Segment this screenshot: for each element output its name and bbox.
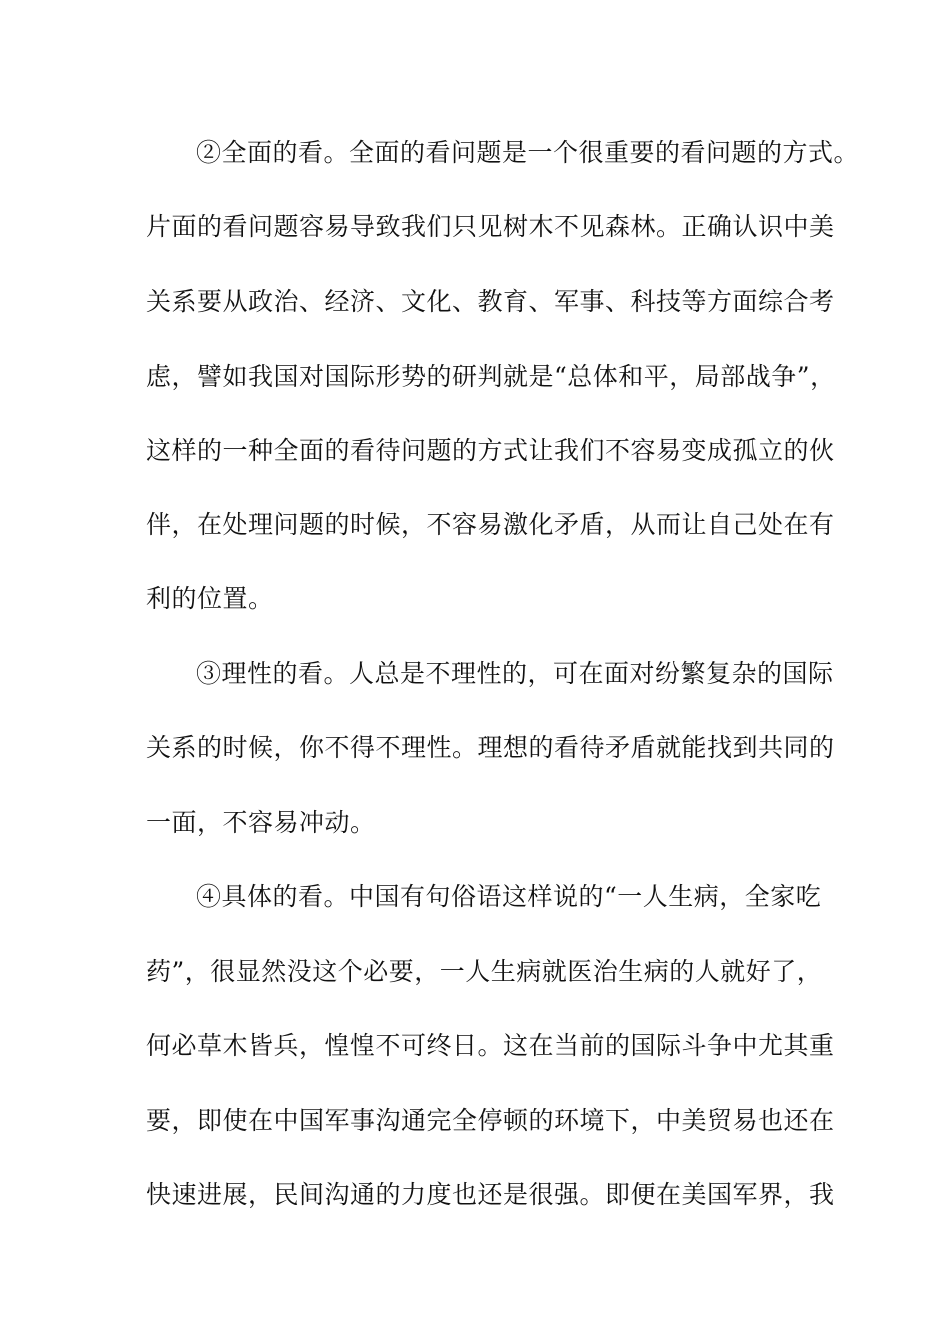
text-line: 片面的看问题容易导致我们只见树木不见森林。正确认识中美 bbox=[146, 212, 835, 241]
text-line: 关系要从政治、经济、文化、教育、军事、科技等方面综合考 bbox=[146, 287, 835, 316]
text-line: 虑，譬如我国对国际形势的研判就是“总体和平，局部战争”， bbox=[146, 362, 836, 391]
text-line: 利的位置。 bbox=[146, 584, 274, 613]
text-line: ④具体的看。中国有句俗语这样说的“一人生病，全家吃 bbox=[196, 882, 822, 911]
text-line: 一面，不容易冲动。 bbox=[146, 808, 376, 837]
text-line: 伴，在处理问题的时候，不容易激化矛盾，从而让自己处在有 bbox=[146, 510, 835, 539]
text-line: ②全面的看。全面的看问题是一个很重要的看问题的方式。 bbox=[196, 138, 860, 167]
text-line: 快速进展，民间沟通的力度也还是很强。即便在美国军界，我 bbox=[146, 1180, 835, 1209]
text-line: 何必草木皆兵，惶惶不可终日。这在当前的国际斗争中尤其重 bbox=[146, 1031, 835, 1060]
text-line: 要，即使在中国军事沟通完全停顿的环境下，中美贸易也还在 bbox=[146, 1106, 835, 1135]
text-line: ③理性的看。人总是不理性的，可在面对纷繁复杂的国际 bbox=[196, 659, 834, 688]
text-line: 关系的时候，你不得不理性。理想的看待矛盾就能找到共同的 bbox=[146, 733, 835, 762]
text-line: 药”，很显然没这个必要，一人生病就医治生病的人就好了， bbox=[146, 957, 823, 986]
text-line: 这样的一种全面的看待问题的方式让我们不容易变成孤立的伙 bbox=[146, 436, 835, 465]
